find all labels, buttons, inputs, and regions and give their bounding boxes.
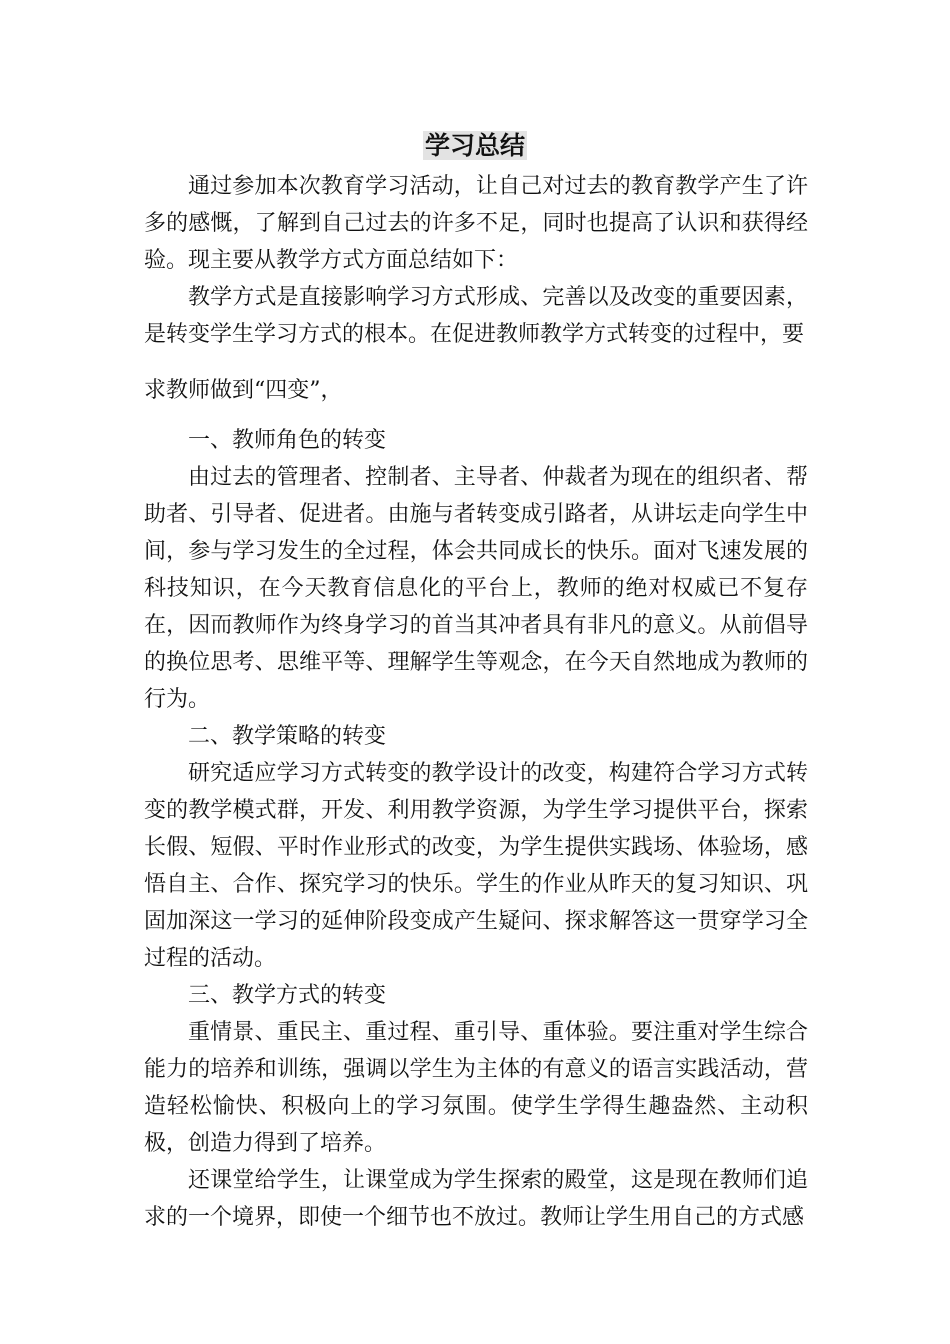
- paragraph-teacher-role: 由过去的管理者、控制者、主导者、仲裁者为现在的组织者、帮助者、引导者、促进者。由施与者转变成引路者，从讲坛走向学生中间，参与学习发生的全过程，体会共同成长的快乐。面对飞速发展的科技知识，在今天教育信息化的平台上，教师的绝对权威已不复存在，因而教师作为终身学习的首当其冲者具有非凡的意义。从前倡导的换位思考、思维平等、理解学生等观念，在今天自然地成为教师的行为。: [144, 465, 808, 712]
- heading-teaching-strategy: 二、教学策略的转变: [188, 724, 387, 749]
- paragraph-intro: 通过参加本次教育学习活动，让自己对过去的教育教学产生了许多的感慨，了解到自己过去的许多不足，同时也提高了认识和获得经验。现主要从教学方式方面总结如下：: [144, 174, 808, 273]
- paragraph-teaching-style: 重情景、重民主、重过程、重引导、重体验。要注重对学生综合能力的培养和训练，强调以学生为主体的有意义的语言实践活动，营造轻松愉快、积极向上的学习氛围。使学生学得生趣盎然、主动积极，创造力得到了培养。: [144, 1020, 808, 1156]
- heading-teacher-role: 一、教师角色的转变: [188, 428, 387, 453]
- paragraph-classroom: 还课堂给学生，让课堂成为学生探索的殿堂，这是现在教师们追求的一个境界，即使一个细节也不放过。教师让学生用自己的方式感: [144, 1168, 808, 1230]
- heading-teaching-style: 三、教学方式的转变: [188, 983, 387, 1008]
- paragraph-four-changes: 求教师做到“四变”，: [144, 378, 343, 403]
- document-body: [144, 168, 808, 1236]
- document-title: [0, 128, 950, 164]
- title-text: 学习总结: [424, 131, 525, 160]
- paragraph-teaching-method: 教学方式是直接影响学习方式形成、完善以及改变的重要因素，是转变学生学习方式的根本。在促进教师教学方式转变的过程中，要: [144, 285, 808, 347]
- paragraph-teaching-strategy: 研究适应学习方式转变的教学设计的改变，构建符合学习方式转变的教学模式群，开发、利用教学资源，为学生学习提供平台，探索长假、短假、平时作业形式的改变，为学生提供实践场、体验场，感悟自主、合作、探究学习的快乐。学生的作业从昨天的复习知识、巩固加深这一学习的延伸阶段变成产生疑问、探求解答这一贯穿学习全过程的活动。: [144, 761, 808, 971]
